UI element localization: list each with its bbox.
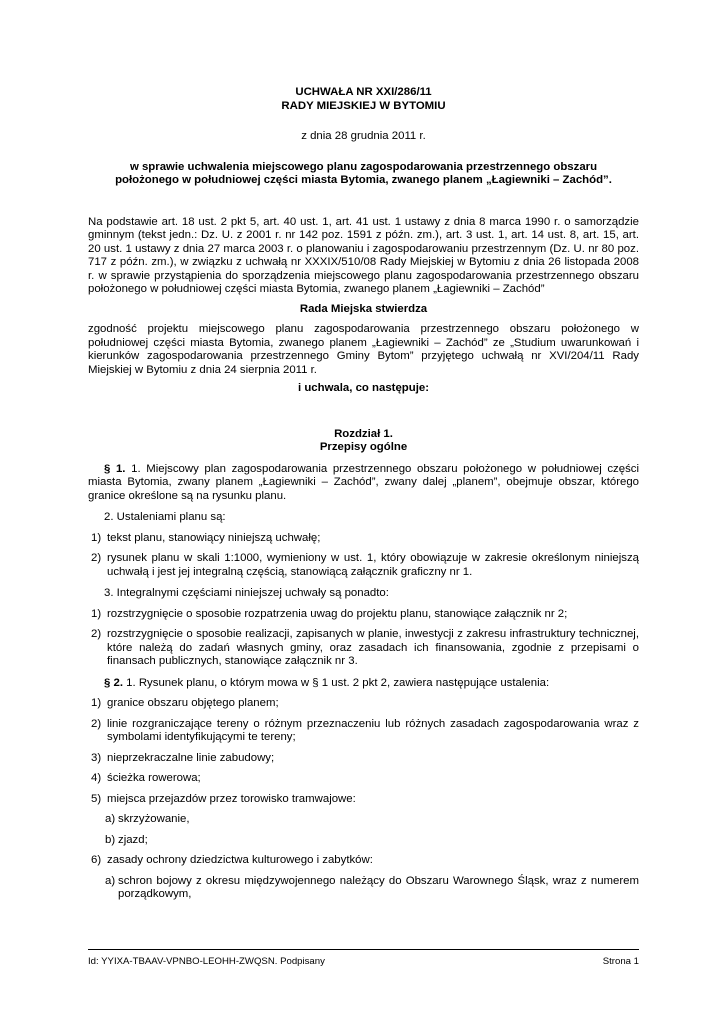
resolution-date: z dnia 28 grudnia 2011 r. [301,130,426,142]
council-name: RADY MIEJSKIEJ W BYTOMIU [281,99,446,112]
list-number: 2) [91,552,102,564]
enactment-phrase: i uchwala, co następuje: [297,382,430,394]
list-item [88,628,639,669]
list-item [88,772,639,786]
list-text: zasady ochrony dziedzictwa kulturowego i zabytków: [107,854,373,866]
list-item [88,854,639,868]
list-number: 2) [91,628,102,640]
resolution-number: UCHWAŁA NR XXI/286/11 [295,86,432,98]
list-text: ścieżka rowerowa; [107,772,201,784]
list-item [88,697,639,711]
paragraph-1-section-2: 2. Ustaleniami planu są: [104,511,226,523]
paragraph-1-section-3: 3. Integralnymi częściami niniejszej uchwały są ponadto: [104,587,389,599]
list-text: rozstrzygnięcie o sposobie rozpatrzenia uwag do projektu planu, stanowiące załącznik nr 2; [107,607,568,620]
paragraph-2-section-1 [88,677,639,691]
list-number: 1) [91,607,102,620]
sub-list-text: schron bojowy z okresu międzywojennego należący do Obszaru Warownego Śląsk, wraz z numerem porządkowym, [118,874,639,900]
list-number: 1) [91,697,102,709]
list-number: 3) [91,751,102,764]
list-text: tekst planu, stanowiący niniejszą uchwałę; [107,531,321,544]
chapter-label: Rozdział 1. [334,427,393,440]
page-number: Strona 1 [602,956,639,967]
list-number: 2) [91,717,102,730]
list-number: 1) [91,531,102,544]
sub-list-text: skrzyżowanie, [118,813,190,825]
paragraph-1-section-1 [88,463,639,504]
list-number: 6) [91,854,102,866]
list-text: granice obszaru objętego planem; [107,697,279,709]
chapter-title: Przepisy ogólne [319,441,408,453]
paragraph-mark: § 2. [104,676,123,689]
document-id: Id: YYIXA-TBAAV-VPNBO-LEOHH-ZWQSN. Podpisany [88,956,325,967]
sub-list-item [88,875,639,902]
list-item [88,718,639,745]
list-text: nieprzekraczalne linie zabudowy; [107,751,275,764]
list-item [88,552,639,579]
paragraph-text: 1. Rysunek planu, o którym mowa w § 1 ust. 2 pkt 2, zawiera następujące ustalenia: [123,676,550,689]
sub-list-letter: a) [105,874,116,887]
sub-list-letter: a) [105,813,116,825]
list-text: miejsca przejazdów przez torowisko tramwajowe: [107,792,356,805]
list-text: rozstrzygnięcie o sposobie realizacji, zapisanych w planie, inwestycji z zakresu infrastruktury technicznej, które należą do zadań własnych gminy, oraz zasadach ich finansowania, zgodnie z przepisami o finansach publicznych, stanowiące załącznik nr 3. [107,628,639,667]
list-text: linie rozgraniczające tereny o różnym przeznaczeniu lub różnych zasadach zagospodarowania wraz z symbolami identyfikującymi te tereny; [107,717,639,743]
document-page [88,86,639,902]
list-text: rysunek planu w skali 1:1000, wymieniony w ust. 1, który obowiązuje w zakresie określonym niniejszą uchwałą i jest jej integralną częścią, stanowiącą załącznik graficzny nr 1. [107,552,639,578]
list-item [88,793,639,807]
sub-list-item [88,834,639,848]
list-item [88,752,639,766]
sub-list-item [88,813,639,827]
sub-list-letter: b) [105,833,116,846]
resolution-subject: w sprawie uchwalenia miejscowego planu zagospodarowania przestrzennego obszaru położonego w południowej części miasta Bytomia, zwanego planem „Łagiewniki – Zachód”. [115,160,612,186]
list-number: 4) [91,772,102,784]
footer-divider [88,949,639,950]
legal-basis: Na podstawie art. 18 ust. 2 pkt 5, art. 40 ust. 1, art. 41 ust. 1 ustawy z dnia 8 marca 1990 r. o samorządzie gminnym (tekst jedn.: Dz. U. z 2001 r. nr 142 poz. 1591 z późn. zm.), art. 3 ust. 1, art. 14 ust. 8, art. 15, art. 20 ust. 1 ustawy z dnia 27 marca 2003 r. o planowaniu i zagospodarowaniu przestrzennym (Dz. U. nr 80 poz. 717 z późn. zm.), w związku z uchwałą nr XXXIX/510/08 Rady Miejskiej w Bytomiu z dnia 26 listopada 2008 r. w sprawie przystąpienia do sporządzenia miejscowego planu zagospodarowania przestrzennego obszaru położonego w południowej części miasta Bytomia, zwanego planem „Łagiewniki – Zachód” [88,215,639,295]
list-item [88,532,639,546]
conformity-statement: zgodność projektu miejscowego planu zagospodarowania przestrzennego obszaru położonego w południowej części miasta Bytomia, zwanego planem „Łagiewniki – Zachód” ze „Studium uwarunkowań i kierunków zagospodarowania przestrzennego Gminy Bytom” przyjętego uchwałą nr XVI/204/11 Rady Miejskiej w Bytomiu z dnia 24 sierpnia 2011 r. [88,323,639,376]
council-statement-heading: Rada Miejska stwierdza [299,302,428,315]
list-item [88,608,639,622]
list-number: 5) [91,792,102,805]
paragraph-mark: § 1. [104,462,126,475]
paragraph-text: 1. Miejscowy plan zagospodarowania przestrzennego obszaru położonego w południowej części miasta Bytomia, zwany planem „Łagiewniki – Zachód”, zwany dalej „planem”, obejmuje obszar, którego granice określone są na rysunku planu. [88,462,640,502]
sub-list-text: zjazd; [118,833,148,846]
